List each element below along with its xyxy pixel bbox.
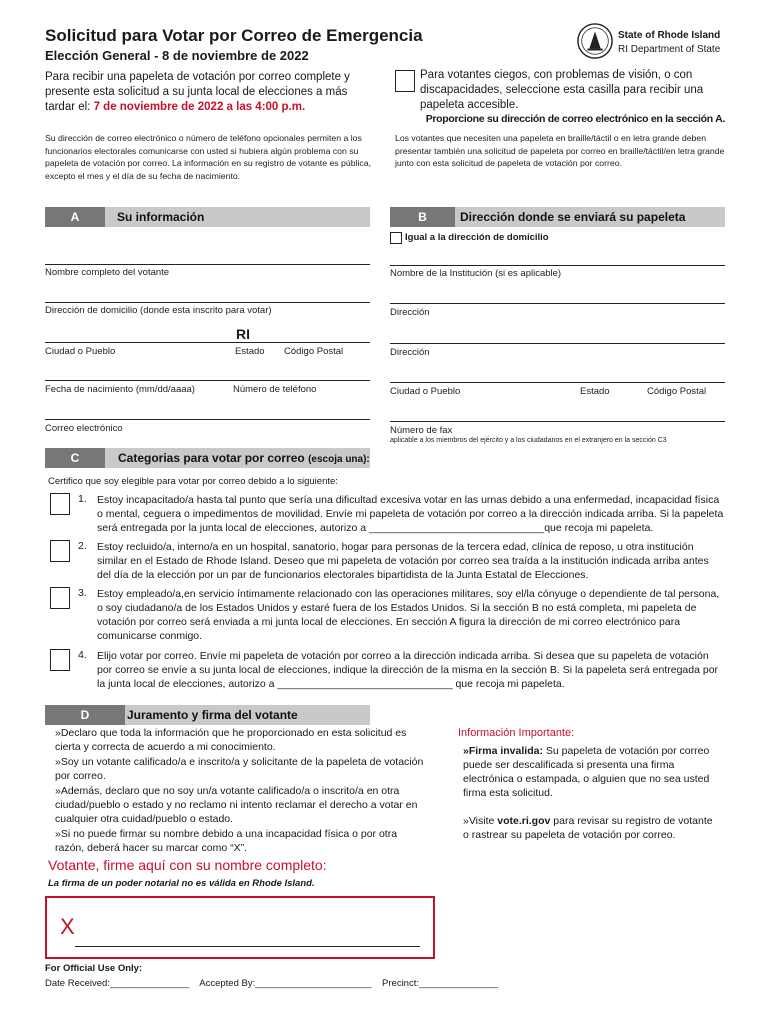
oath-item: »Además, declaro que no soy un/a votante calificado/a o inscrito/a en otra ciudad/pueblo o estado y no reclamo ni intento reclamar el derecho a votar en cualquier otra cuidad/pueblo o estado.	[55, 785, 418, 825]
fax-note: aplicable a los miembros del ejército y a los ciudadanos en el extranjero en la sección C3	[390, 437, 667, 444]
precinct-field: Precinct:_______________	[382, 978, 499, 989]
intro-body: Para recibir una papeleta de votación por correo complete y presente esta solicitud a su junta local de elecciones a más tardar el:	[45, 71, 350, 113]
official-use-fields	[45, 978, 498, 989]
category-1-text: Estoy incapacitado/a hasta tal punto que sería una dificultad excesiva votar en las urnas debido a una enfermedad, incapacidad física o mental, ceguera o impedimentos de movilidad. Envíe mi papeleta de votación por correo a la dirección indicada arriba. Si la papeleta será entregada por la junta local de elecciones, autorizo a ______________________________que recoja mi papeleta.	[97, 494, 724, 534]
mailing-state-label: Estado	[580, 386, 610, 397]
category-3-checkbox[interactable]	[50, 587, 70, 609]
signature-x-mark: X	[60, 914, 75, 939]
institution-label: Nombre de la Institución (si es aplicable)	[390, 268, 562, 279]
oath-list	[55, 726, 425, 855]
city-state-zip-field[interactable]	[45, 342, 370, 343]
city-label: Ciudad o Pueblo	[45, 346, 116, 357]
voter-name-field[interactable]	[45, 264, 370, 265]
accepted-by-field: Accepted By:______________________	[199, 978, 372, 989]
voter-name-label: Nombre completo del votante	[45, 267, 170, 278]
visit-note	[463, 814, 713, 842]
section-c-letter: C	[45, 448, 105, 468]
home-address-field[interactable]	[45, 302, 370, 303]
deadline: 7 de noviembre de 2022 a las 4:00 p.m.	[93, 101, 306, 113]
mailing-address-1-label: Dirección	[390, 307, 430, 318]
category-1-checkbox[interactable]	[50, 493, 70, 515]
state-value: RI	[236, 326, 250, 342]
category-2-number: 2.	[78, 540, 87, 552]
certify-text: Certifico que soy elegible para votar por correo debido a lo siguiente:	[48, 476, 338, 487]
mailing-address-2-label: Dirección	[390, 347, 430, 358]
home-address-label: Dirección de domicilio (donde esta inscrito para votar)	[45, 305, 272, 316]
mailing-address-1-field[interactable]	[390, 303, 725, 304]
invalid-signature-note	[463, 744, 713, 800]
category-3-text: Estoy empleado/a,en servicio íntimamente relacionado con las operaciones militares, soy el/la cónyuge o dependiente de tal persona, o soy ciudadano/a de los Estados Unidos y estaré fuera de los Estados Unidos. Si la sección B no está completa, mi papeleta de votación por correo será enviada a mi junta local de elecciones. En sección A figura la dirección de mi correo electrónico para comunicarse conmigo.	[97, 588, 720, 642]
dob-label: Fecha de nacimiento (mm/dd/aaaa)	[45, 384, 195, 395]
vote-ri-link[interactable]: vote.ri.gov	[497, 815, 551, 827]
signature-box[interactable]	[45, 896, 435, 959]
form-title: Solicitud para Votar por Correo de Emergencia	[45, 26, 423, 45]
official-use-title: For Official Use Only:	[45, 963, 143, 974]
signature-line	[75, 946, 420, 947]
visit-text: para revisar su registro de votante o rastrear su papeleta de votación por correo.	[463, 815, 713, 841]
privacy-note: Su dirección de correo electrónico o número de teléfono opcionales permiten a los funcionarios electorales comunicarse con usted si hubiera algún problema con su papeleta de votación por correo. La información en su registro de votante es pública, excepto el mes y el día de su fecha de nacimiento.	[45, 133, 371, 181]
sign-prompt: Votante, firme aquí con su nombre completo:	[48, 857, 327, 873]
mailing-city-field[interactable]	[390, 382, 725, 383]
accessible-ballot-checkbox[interactable]	[395, 70, 415, 92]
invalid-signature-label: »Firma invalida:	[463, 745, 543, 757]
braille-note: Los votantes que necesiten una papeleta en braille/táctil o en letra grande deben presentar también una solicitud de papeleta por correo en braille/táctil/en letra grande junto con esta solicitud de papeleta de votación por correo.	[395, 133, 725, 168]
important-info-title: Información Importante:	[458, 727, 575, 739]
fax-field[interactable]	[390, 421, 725, 422]
email-label: Correo electrónico	[45, 423, 123, 434]
category-4-checkbox[interactable]	[50, 649, 70, 671]
department-name: RI Department of State	[618, 44, 721, 55]
accessible-ballot-text: Para votantes ciegos, con problemas de visión, o con discapacidades, seleccione esta casilla para recibir una papeleta accesible.	[420, 69, 704, 111]
category-1-number: 1.	[78, 493, 87, 505]
invalid-signature-text: Su papeleta de votación por correo puede ser descalificada si presenta una firma electrónica o estampada, o alguien que no sea usted firma esta solicitud.	[463, 745, 710, 799]
section-a-title: Su información	[117, 210, 205, 224]
email-field[interactable]	[45, 419, 370, 420]
oath-item: »Si no puede firmar su nombre debido a una incapacidad física o por otra razón, deberá hacer su marcar como “X”.	[55, 828, 398, 854]
mailing-address-2-field[interactable]	[390, 343, 725, 344]
category-4-number: 4.	[78, 649, 87, 661]
section-a-letter: A	[45, 207, 105, 227]
section-d-letter: D	[45, 705, 125, 725]
phone-label: Número de teléfono	[233, 384, 317, 395]
institution-field[interactable]	[390, 265, 725, 266]
category-2-text: Estoy recluido/a, interno/a en un hospital, sanatorio, hogar para personas de la tercera edad, clínica de reposo, u otra institución similar en el Estado de Rhode Island. Deseo que mi papeleta de votación por correo sea traída a la institución indicada arriba antes del día de la elección por un par de funcionarios electorales bipartidista de la Junta Estatal de Elecciones.	[97, 541, 709, 581]
oath-item: »Declaro que toda la información que he proporcionado en esta solicitud es cierta y correcta de acuerdo a mi conocimiento.	[55, 727, 407, 753]
intro-text	[45, 70, 375, 115]
sign-note: La firma de un poder notarial no es válida en Rhode Island.	[48, 878, 315, 889]
category-3-number: 3.	[78, 587, 87, 599]
category-4-text: Elijo votar por correo. Envíe mi papeleta de votación por correo a la dirección indicada arriba. Si desea que su papeleta de votación por correo se envíe a su junta local de elecciones, indique la dirección de la misma en la sección B. Si la papeleta será entregada por la junta local de elecciones, autorizo a ______________________________ que recoja mi papeleta.	[97, 650, 719, 690]
same-address-label: Igual a la dirección de domicilio	[405, 232, 549, 243]
state-seal-icon	[576, 22, 614, 60]
section-c-title	[118, 448, 370, 470]
section-b-title: Dirección donde se enviará su papeleta	[460, 210, 686, 224]
mailing-city-label: Ciudad o Pueblo	[390, 386, 461, 397]
zip-label: Código Postal	[284, 346, 344, 357]
form-subtitle: Elección General - 8 de noviembre de 2022	[45, 48, 309, 63]
dob-phone-field[interactable]	[45, 380, 370, 381]
date-received-field: Date Received:_______________	[45, 978, 190, 989]
state-label: Estado	[235, 346, 265, 357]
section-d-title: Juramento y firma del votante	[127, 708, 298, 722]
state-name: State of Rhode Island	[618, 30, 721, 41]
section-b-letter: B	[390, 207, 455, 227]
category-2-checkbox[interactable]	[50, 540, 70, 562]
fax-label: Número de fax	[390, 425, 453, 436]
same-address-checkbox[interactable]	[390, 232, 402, 244]
accessible-ballot-note: Proporcione su dirección de correo electrónico en la sección A.	[425, 113, 725, 125]
oath-item: »Soy un votante calificado/a e inscrito/a y solicitante de la papeleta de votación por correo.	[55, 756, 424, 782]
visit-prefix: »Visite	[463, 815, 498, 827]
important-info	[463, 744, 713, 842]
section-c-title-text: Categorias para votar por correo	[118, 451, 305, 465]
section-c-title-note: (escoja una):	[308, 454, 370, 465]
mailing-zip-label: Código Postal	[647, 386, 707, 397]
